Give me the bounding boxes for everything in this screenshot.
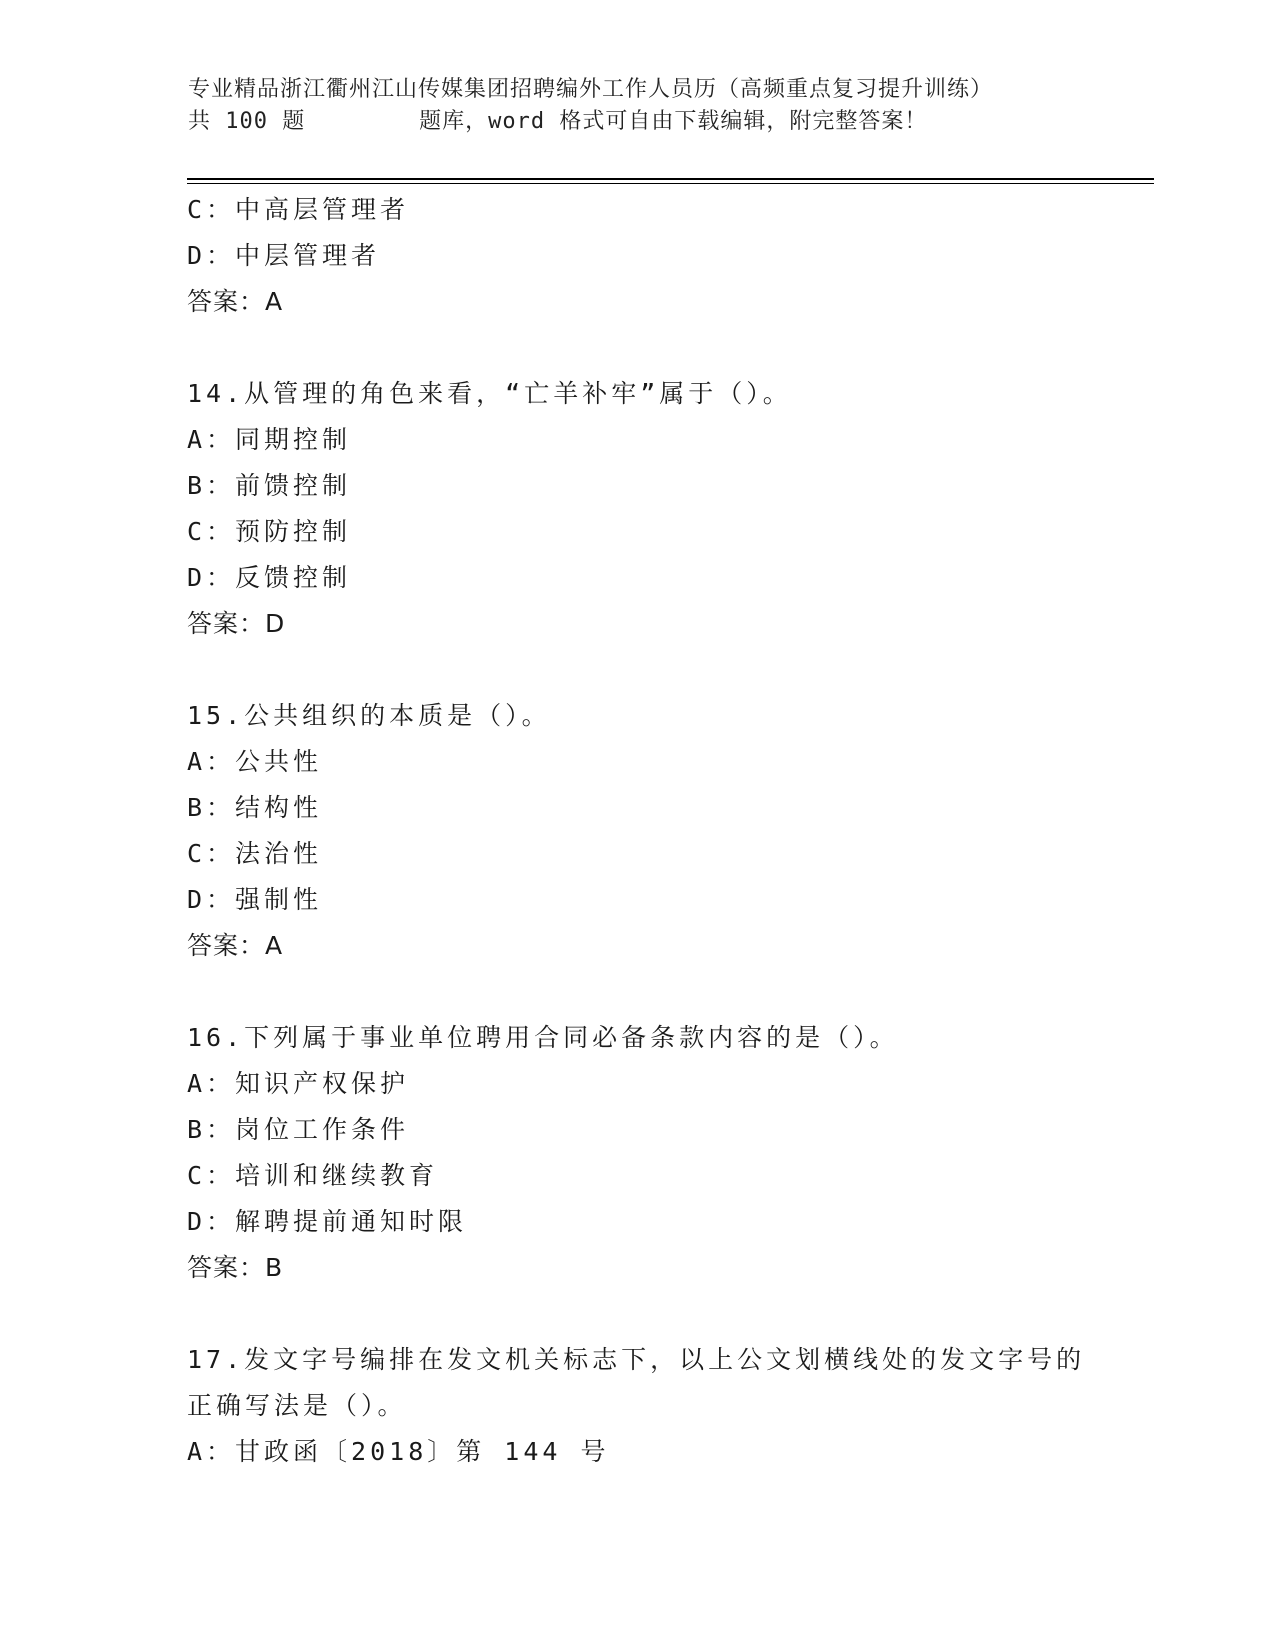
option-c: C：中高层管理者 bbox=[187, 195, 410, 224]
question-14 bbox=[187, 371, 1147, 647]
option-d: D：强制性 bbox=[187, 885, 323, 914]
option-d: D：解聘提前通知时限 bbox=[187, 1207, 468, 1236]
question-15 bbox=[187, 693, 1147, 969]
option-c: C：培训和继续教育 bbox=[187, 1161, 439, 1190]
question-13-continued bbox=[187, 187, 1147, 325]
option-d: D：中层管理者 bbox=[187, 241, 381, 270]
question-stem-line-2: 正确写法是（）。 bbox=[187, 1391, 407, 1420]
spacer bbox=[187, 1291, 1147, 1337]
spacer bbox=[187, 969, 1147, 1015]
option-b: B：岗位工作条件 bbox=[187, 1115, 410, 1144]
answer-line: 答案：D bbox=[187, 609, 286, 638]
header-title: 专业精品浙江衢州江山传媒集团招聘编外工作人员历（高频重点复习提升训练） bbox=[188, 77, 994, 102]
question-stem: 16.下列属于事业单位聘用合同必备条款内容的是（）。 bbox=[187, 1023, 899, 1052]
option-d: D：反馈控制 bbox=[187, 563, 352, 592]
answer-line: 答案：A bbox=[187, 931, 284, 960]
header-rule-thin bbox=[187, 183, 1154, 184]
option-a: A：甘政函〔2018〕第 144 号 bbox=[187, 1437, 610, 1466]
option-b: B：结构性 bbox=[187, 793, 323, 822]
question-16 bbox=[187, 1015, 1147, 1291]
header-subtitle: 共 100 题 题库，word 格式可自由下载编辑，附完整答案！ bbox=[188, 109, 928, 134]
option-c: C：法治性 bbox=[187, 839, 323, 868]
option-a: A：知识产权保护 bbox=[187, 1069, 410, 1098]
header-rule-thick bbox=[187, 178, 1154, 180]
question-stem: 14.从管理的角色来看，“亡羊补牢”属于（）。 bbox=[187, 379, 792, 408]
document-body bbox=[187, 187, 1147, 1475]
option-a: A：同期控制 bbox=[187, 425, 352, 454]
option-a: A：公共性 bbox=[187, 747, 323, 776]
answer-line: 答案：B bbox=[187, 1253, 284, 1282]
option-b: B：前馈控制 bbox=[187, 471, 352, 500]
question-stem: 15.公共组织的本质是（）。 bbox=[187, 701, 551, 730]
answer-line: 答案：A bbox=[187, 287, 284, 316]
spacer bbox=[187, 325, 1147, 371]
question-stem-line-1: 17.发文字号编排在发文机关标志下，以上公文划横线处的发文字号的 bbox=[187, 1345, 1086, 1374]
spacer bbox=[187, 647, 1147, 693]
option-c: C：预防控制 bbox=[187, 517, 352, 546]
question-17 bbox=[187, 1337, 1147, 1475]
document-header bbox=[188, 74, 1148, 138]
